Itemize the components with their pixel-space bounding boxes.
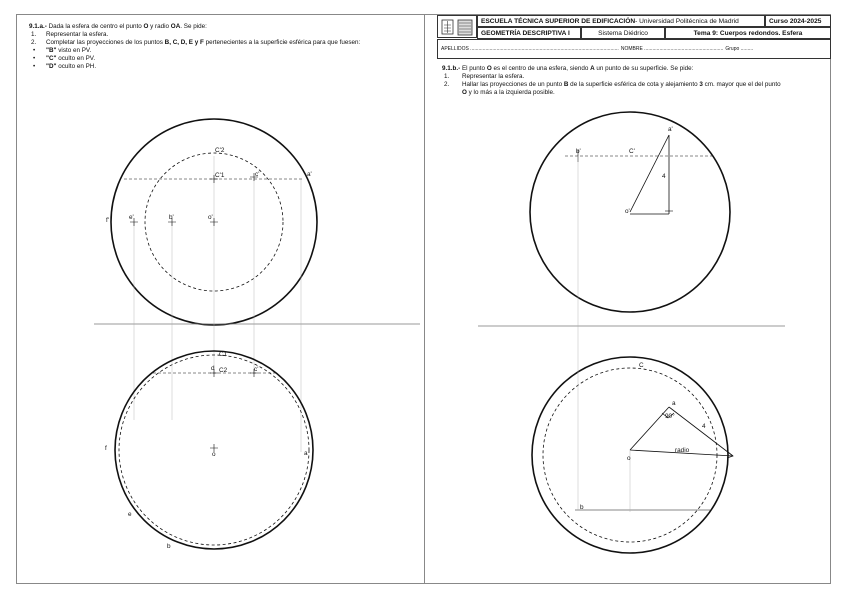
- label-e-prime: e': [129, 214, 134, 221]
- right-oa-plan: [630, 407, 669, 450]
- subject-label: GEOMETRÍA DESCRIPTIVA I: [481, 29, 570, 37]
- label-right-radio: radio: [675, 447, 690, 454]
- label-c-plan: c': [254, 366, 259, 373]
- university-name: - Universidad Politécnica de Madrid: [635, 17, 739, 25]
- label-right-o-prime: o': [625, 208, 630, 215]
- system-label: Sistema Diédrico: [598, 29, 648, 37]
- topic-label: Tema 9: Cuerpos redondos. Esfera: [693, 29, 803, 37]
- label-right-C: C: [639, 362, 644, 369]
- label-f-prime: f': [106, 217, 109, 224]
- label-right-90: 90°: [665, 413, 675, 420]
- left-bullet-b: • "B" visto en PV.: [33, 47, 92, 54]
- label-a-prime: a': [307, 171, 312, 178]
- left-exercise-title: 9.1.a.- Dada la esfera de centro el punto O y radio OA. Se pide:: [29, 23, 207, 30]
- apellidos-field[interactable]: APELLIDOS ...........................................................................................................: [441, 46, 619, 52]
- left-item-1: 1. Representar la esfera.: [31, 31, 109, 38]
- label-f: f: [105, 445, 107, 452]
- label-c1-prime: C'1: [215, 172, 225, 179]
- left-bullet-c: • "C" oculto en PV.: [33, 55, 96, 62]
- grupo-field[interactable]: Grupo .........: [725, 46, 754, 52]
- label-right-4: 4: [662, 173, 666, 180]
- label-right-a: a: [672, 400, 676, 407]
- label-o: o: [212, 451, 216, 458]
- left-item-2: 2. Completar las proyecciones de los puntos B, C, D, E y F pertenecientes a la superficie esférica para que fuesen:: [31, 39, 361, 46]
- label-c1: C1: [219, 351, 228, 358]
- course-label: Curso 2024-2025: [769, 17, 822, 25]
- label-d: d: [211, 365, 215, 372]
- label-right-b: b: [580, 504, 584, 511]
- right-item-2-line2: O y lo más a la izquierda posible.: [462, 89, 555, 96]
- label-right-o: o: [627, 455, 631, 462]
- label-c-prime: c': [255, 171, 260, 178]
- label-c2: C2: [219, 367, 228, 374]
- label-e: e: [128, 511, 132, 518]
- label-c2-prime: C'2: [215, 147, 225, 154]
- right-item-2: 2. Hallar las proyecciones de un punto B de la superficie esférica de cota y alejamiento 3 cm. mayor que el del punto: [444, 81, 781, 88]
- nombre-field[interactable]: NOMBRE .........................................................: [620, 46, 724, 52]
- label-o-prime: o': [208, 214, 213, 221]
- label-b: b: [167, 543, 171, 550]
- label-right-b-prime: b': [576, 148, 581, 155]
- label-right-a-prime: a': [668, 126, 673, 133]
- left-bullet-d: • "D" oculto en PH.: [33, 63, 97, 70]
- label-b-prime: b': [169, 214, 174, 221]
- right-exercise-title: 9.1.b.- El punto O es el centro de una esfera, siendo A un punto de su superficie. Se pide:: [442, 65, 694, 72]
- label-right-c-prime: C': [629, 148, 635, 155]
- label-right-4-plan: 4: [702, 423, 706, 430]
- right-item-1: 1. Representar la esfera.: [444, 73, 525, 80]
- school-name: ESCUELA TÉCNICA SUPERIOR DE EDIFICACIÓN: [481, 17, 636, 25]
- label-a: a: [304, 450, 308, 457]
